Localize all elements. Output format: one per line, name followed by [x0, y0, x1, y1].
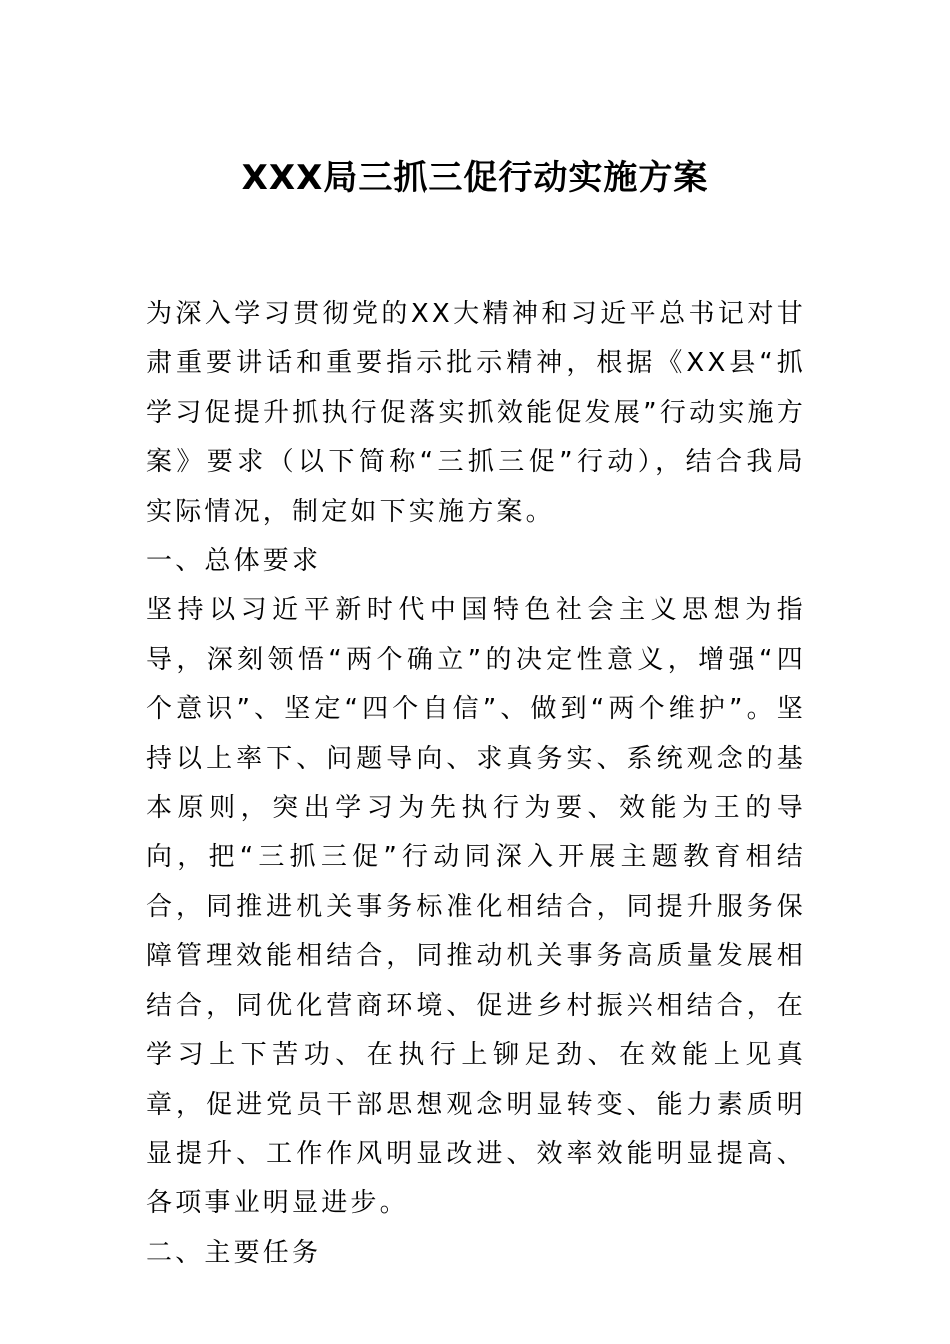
general-requirements-paragraph: 坚持以习近平新时代中国特色社会主义思想为指导，深刻领悟“两个确立”的决定性意义，增强“四个意识”、坚定“四个自信”、做到“两个维护”。坚持以上率下、问题导向、求真务实、系统观念的基本原则，突出学习为先执行为要、效能为王的导向，把“三抓三促”行动同深入开展主题教育相结合，同推进机关事务标准化相结合，同提升服务保障管理效能相结合，同推动机关事务高质量发展相结合，同优化营商环境、促进乡村振兴相结合，在学习上下苦功、在执行上铆足劲、在效能上见真章，促进党员干部思想观念明显转变、能力素质明显提升、工作作风明显改进、效率效能明显提高、各项事业明显进步。 [146, 595, 806, 1219]
document-title: XXX局三抓三促行动实施方案 [241, 158, 709, 198]
intro-paragraph: 为深入学习贯彻党的XX大精神和习近平总书记对甘肃重要讲话和重要指示批示精神，根据《XX县“抓学习促提升抓执行促落实抓效能促发展”行动实施方案》要求（以下简称“三抓三促”行动），结合我局实际情况，制定如下实施方案。 [146, 299, 806, 527]
section-heading-general-requirements: 一、总体要求 [146, 546, 322, 577]
section-heading-main-tasks: 二、主要任务 [146, 1237, 322, 1268]
document-body [146, 290, 806, 1278]
